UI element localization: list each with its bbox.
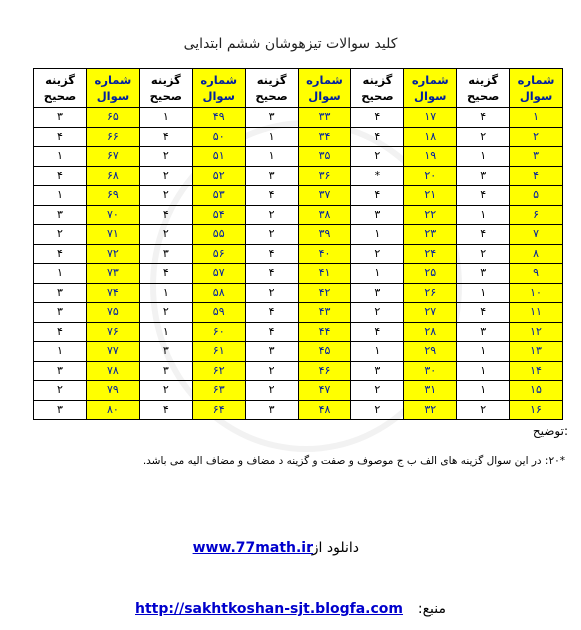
correct-option-cell: ۳: [351, 283, 404, 303]
correct-option-cell: ۳: [457, 166, 510, 186]
question-number-cell: ۵۱: [192, 147, 245, 167]
question-number-cell: ۷۳: [86, 264, 139, 284]
header-question-number: شماره سوال: [298, 69, 351, 108]
question-number-cell: ۲۶: [404, 283, 457, 303]
correct-option-cell: ۲: [457, 400, 510, 420]
question-number-cell: ۸۰: [86, 400, 139, 420]
question-number-cell: ۱۲: [510, 322, 563, 342]
question-number-cell: ۱: [510, 108, 563, 128]
header-question-number: شماره سوال: [404, 69, 457, 108]
correct-option-cell: ۳: [245, 400, 298, 420]
correct-option-cell: ۴: [457, 303, 510, 323]
question-number-cell: ۳۲: [404, 400, 457, 420]
correct-option-cell: ۱: [457, 381, 510, 401]
correct-option-cell: ۲: [245, 283, 298, 303]
correct-option-cell: ۱: [245, 127, 298, 147]
table-row: [34, 342, 563, 362]
header-correct-option: گزینه صحیح: [457, 69, 510, 108]
table-body: [34, 108, 563, 420]
question-number-cell: ۱۷: [404, 108, 457, 128]
question-number-cell: ۴: [510, 166, 563, 186]
correct-option-cell: ۴: [139, 205, 192, 225]
correct-option-cell: ۳: [139, 342, 192, 362]
question-number-cell: ۵۵: [192, 225, 245, 245]
correct-option-cell: ۲: [139, 147, 192, 167]
question-number-cell: ۴۹: [192, 108, 245, 128]
question-number-cell: ۲۰: [404, 166, 457, 186]
question-number-cell: ۲۷: [404, 303, 457, 323]
question-number-cell: ۲۱: [404, 186, 457, 206]
question-number-cell: ۵۷: [192, 264, 245, 284]
question-number-cell: ۲: [510, 127, 563, 147]
correct-option-cell: ۴: [457, 186, 510, 206]
question-number-cell: ۳۳: [298, 108, 351, 128]
correct-option-cell: ۳: [34, 400, 87, 420]
question-number-cell: ۴۶: [298, 361, 351, 381]
correct-option-cell: ۴: [457, 225, 510, 245]
question-number-cell: ۲۴: [404, 244, 457, 264]
correct-option-cell: ۳: [34, 361, 87, 381]
question-number-cell: ۱۴: [510, 361, 563, 381]
correct-option-cell: ۳: [34, 283, 87, 303]
correct-option-cell: ۳: [245, 108, 298, 128]
correct-option-cell: ۱: [351, 264, 404, 284]
question-number-cell: ۲۵: [404, 264, 457, 284]
correct-option-cell: ۲: [351, 381, 404, 401]
page-title: کلید سوالات تیزهوشان ششم ابتدایی: [183, 36, 398, 52]
correct-option-cell: ۲: [457, 127, 510, 147]
correct-option-cell: ۳: [245, 342, 298, 362]
correct-option-cell: ۳: [457, 264, 510, 284]
correct-option-cell: ۴: [457, 108, 510, 128]
correct-option-cell: ۲: [34, 225, 87, 245]
correct-option-cell: ۱: [34, 264, 87, 284]
header-question-number: شماره سوال: [86, 69, 139, 108]
question-number-cell: ۶۰: [192, 322, 245, 342]
table-row: [34, 303, 563, 323]
correct-option-cell: ۱: [34, 147, 87, 167]
correct-option-cell: ۴: [245, 303, 298, 323]
download-link[interactable]: www.77math.ir: [192, 540, 313, 556]
source-label: منبع:: [417, 601, 446, 617]
correct-option-cell: ۳: [139, 244, 192, 264]
table-row: [34, 166, 563, 186]
header-correct-option: گزینه صحیح: [34, 69, 87, 108]
question-number-cell: ۶۹: [86, 186, 139, 206]
question-number-cell: ۵: [510, 186, 563, 206]
correct-option-cell: ۴: [351, 127, 404, 147]
question-number-cell: ۷۰: [86, 205, 139, 225]
table-row: [34, 264, 563, 284]
correct-option-cell: ۴: [351, 322, 404, 342]
correct-option-cell: *: [351, 166, 404, 186]
table-row: [34, 361, 563, 381]
answer-key-table: [33, 68, 563, 420]
correct-option-cell: ۱: [34, 186, 87, 206]
table-row: [34, 283, 563, 303]
table-row: [34, 322, 563, 342]
question-number-cell: ۷۸: [86, 361, 139, 381]
question-number-cell: ۷۷: [86, 342, 139, 362]
correct-option-cell: ۳: [139, 361, 192, 381]
question-number-cell: ۲۳: [404, 225, 457, 245]
question-number-cell: ۵۲: [192, 166, 245, 186]
question-number-cell: ۴۰: [298, 244, 351, 264]
question-number-cell: ۴۴: [298, 322, 351, 342]
table-row: [34, 225, 563, 245]
question-number-cell: ۷۵: [86, 303, 139, 323]
question-number-cell: ۸: [510, 244, 563, 264]
correct-option-cell: ۳: [245, 166, 298, 186]
correct-option-cell: ۱: [457, 283, 510, 303]
question-number-cell: ۳: [510, 147, 563, 167]
question-number-cell: ۴۷: [298, 381, 351, 401]
question-number-cell: ۶۲: [192, 361, 245, 381]
question-number-cell: ۲۹: [404, 342, 457, 362]
question-number-cell: ۶۱: [192, 342, 245, 362]
correct-option-cell: ۴: [245, 186, 298, 206]
correct-option-cell: ۴: [245, 264, 298, 284]
question-number-cell: ۵۳: [192, 186, 245, 206]
question-number-cell: ۱۹: [404, 147, 457, 167]
question-number-cell: ۶۴: [192, 400, 245, 420]
correct-option-cell: ۳: [457, 322, 510, 342]
question-number-cell: ۴۱: [298, 264, 351, 284]
correct-option-cell: ۳: [34, 303, 87, 323]
correct-option-cell: ۲: [351, 244, 404, 264]
header-question-number: شماره سوال: [192, 69, 245, 108]
question-number-cell: ۷۹: [86, 381, 139, 401]
table-row: [34, 205, 563, 225]
correct-option-cell: ۲: [351, 400, 404, 420]
question-number-cell: ۶۳: [192, 381, 245, 401]
correct-option-cell: ۴: [245, 322, 298, 342]
question-number-cell: ۳۹: [298, 225, 351, 245]
correct-option-cell: ۱: [34, 342, 87, 362]
correct-option-cell: ۲: [245, 361, 298, 381]
question-number-cell: ۳۸: [298, 205, 351, 225]
correct-option-cell: ۴: [351, 108, 404, 128]
question-number-cell: ۴۵: [298, 342, 351, 362]
question-number-cell: ۳۱: [404, 381, 457, 401]
question-number-cell: ۲۸: [404, 322, 457, 342]
correct-option-cell: ۴: [139, 400, 192, 420]
correct-option-cell: ۴: [351, 186, 404, 206]
correct-option-cell: ۱: [457, 342, 510, 362]
question-number-cell: ۶۷: [86, 147, 139, 167]
header-correct-option: گزینه صحیح: [245, 69, 298, 108]
question-number-cell: ۳۰: [404, 361, 457, 381]
correct-option-cell: ۲: [139, 225, 192, 245]
correct-option-cell: ۳: [351, 205, 404, 225]
correct-option-cell: ۴: [34, 244, 87, 264]
correct-option-cell: ۱: [351, 342, 404, 362]
question-number-cell: ۵۴: [192, 205, 245, 225]
table-row: [34, 127, 563, 147]
correct-option-cell: ۱: [457, 147, 510, 167]
question-number-cell: ۷۶: [86, 322, 139, 342]
correct-option-cell: ۲: [139, 186, 192, 206]
table-row: [34, 186, 563, 206]
correct-option-cell: ۳: [351, 361, 404, 381]
question-number-cell: ۱۸: [404, 127, 457, 147]
correct-option-cell: ۴: [34, 322, 87, 342]
question-number-cell: ۷۴: [86, 283, 139, 303]
header-question-number: شماره سوال: [510, 69, 563, 108]
correct-option-cell: ۳: [34, 205, 87, 225]
table-row: [34, 108, 563, 128]
correct-option-cell: ۱: [245, 147, 298, 167]
correct-option-cell: ۲: [245, 225, 298, 245]
correct-option-cell: ۱: [139, 108, 192, 128]
question-number-cell: ۲۲: [404, 205, 457, 225]
question-number-cell: ۷۲: [86, 244, 139, 264]
question-number-cell: ۴۸: [298, 400, 351, 420]
correct-option-cell: ۲: [139, 303, 192, 323]
correct-option-cell: ۲: [351, 303, 404, 323]
question-number-cell: ۳۴: [298, 127, 351, 147]
question-number-cell: ۵۹: [192, 303, 245, 323]
question-number-cell: ۶۸: [86, 166, 139, 186]
question-number-cell: ۱۶: [510, 400, 563, 420]
correct-option-cell: ۱: [457, 205, 510, 225]
correct-option-cell: ۲: [245, 205, 298, 225]
header-correct-option: گزینه صحیح: [351, 69, 404, 108]
question-number-cell: ۵۶: [192, 244, 245, 264]
question-20-note: *۲۰: در این سوال گزینه های الف ب ج موصوف و صفت و گزینه د مضاف و مضاف الیه می باشد.: [142, 455, 565, 467]
question-number-cell: ۳۵: [298, 147, 351, 167]
question-number-cell: ۹: [510, 264, 563, 284]
question-number-cell: ۶: [510, 205, 563, 225]
correct-option-cell: ۳: [34, 108, 87, 128]
question-number-cell: ۱۵: [510, 381, 563, 401]
question-number-cell: ۱۳: [510, 342, 563, 362]
question-number-cell: ۳۷: [298, 186, 351, 206]
question-number-cell: ۱۰: [510, 283, 563, 303]
question-number-cell: ۳۶: [298, 166, 351, 186]
correct-option-cell: ۲: [245, 381, 298, 401]
table-row: [34, 400, 563, 420]
question-number-cell: ۶۶: [86, 127, 139, 147]
question-number-cell: ۷: [510, 225, 563, 245]
correct-option-cell: ۲: [457, 244, 510, 264]
correct-option-cell: ۱: [139, 283, 192, 303]
question-number-cell: ۶۵: [86, 108, 139, 128]
table-row: [34, 147, 563, 167]
header-correct-option: گزینه صحیح: [139, 69, 192, 108]
question-number-cell: ۴۲: [298, 283, 351, 303]
correct-option-cell: ۱: [351, 225, 404, 245]
explanation-label: توضیح:: [532, 424, 568, 438]
correct-option-cell: ۲: [351, 147, 404, 167]
question-number-cell: ۷۱: [86, 225, 139, 245]
table-row: [34, 381, 563, 401]
question-number-cell: ۵۸: [192, 283, 245, 303]
correct-option-cell: ۲: [139, 166, 192, 186]
correct-option-cell: ۲: [139, 381, 192, 401]
correct-option-cell: ۱: [457, 361, 510, 381]
correct-option-cell: ۴: [34, 127, 87, 147]
source-link[interactable]: http://sakhtkoshan-sjt.blogfa.com: [135, 601, 403, 617]
correct-option-cell: ۱: [139, 322, 192, 342]
question-number-cell: ۱۱: [510, 303, 563, 323]
correct-option-cell: ۴: [139, 264, 192, 284]
correct-option-cell: ۴: [245, 244, 298, 264]
correct-option-cell: ۲: [34, 381, 87, 401]
correct-option-cell: ۴: [139, 127, 192, 147]
question-number-cell: ۴۳: [298, 303, 351, 323]
question-number-cell: ۵۰: [192, 127, 245, 147]
table-row: [34, 244, 563, 264]
download-label: دانلود از:: [307, 540, 359, 556]
correct-option-cell: ۴: [34, 166, 87, 186]
table-header-row: [34, 69, 563, 108]
